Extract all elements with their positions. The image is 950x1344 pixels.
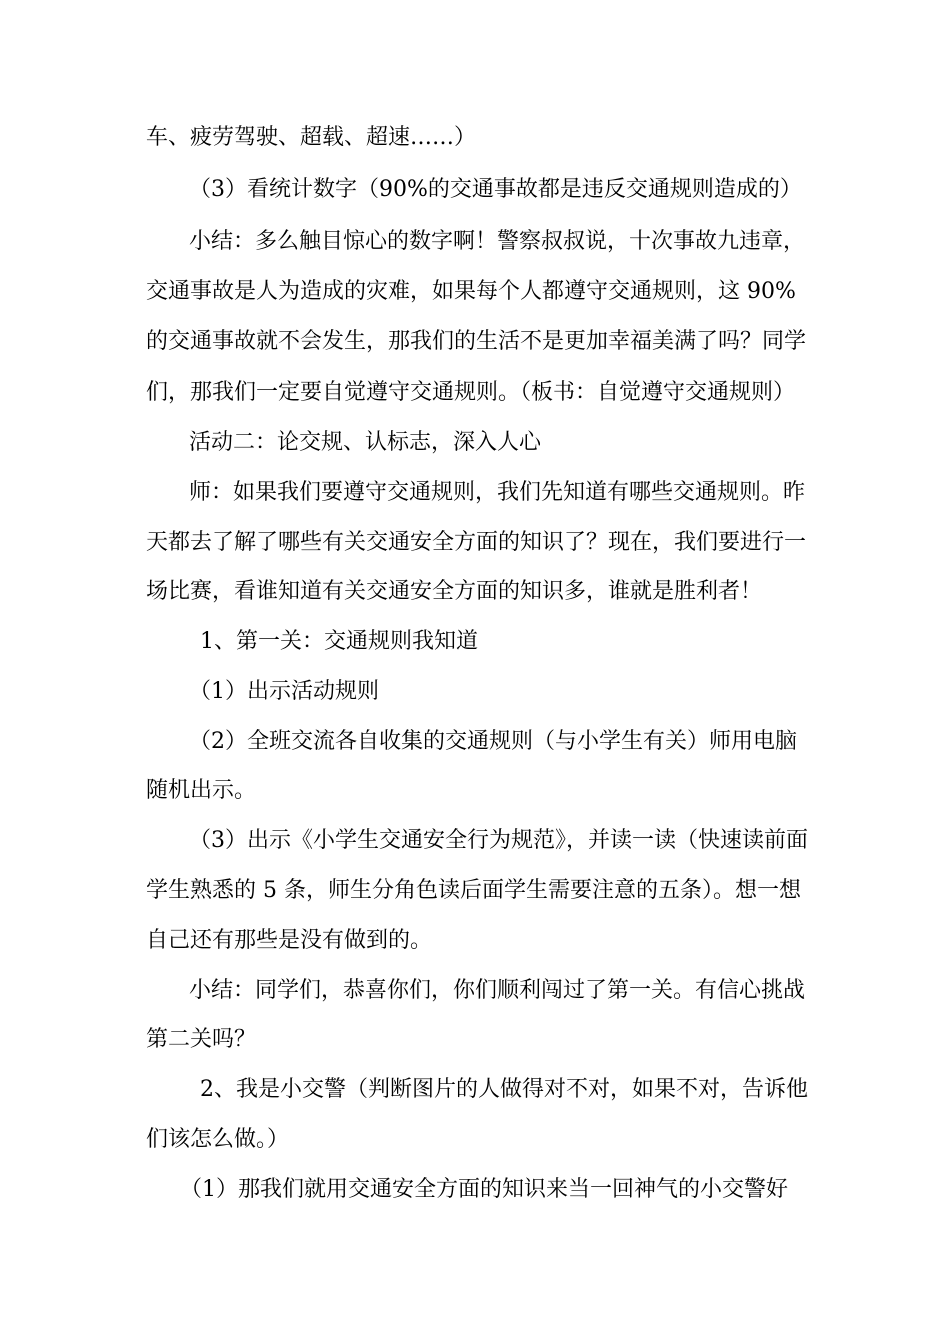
text-line: 自己还有那些是没有做到的。 xyxy=(146,928,433,953)
text-line: 活动二：论交规、认标志，深入人心 xyxy=(189,430,542,455)
text-line: 车、疲劳驾驶、超载、超速……） xyxy=(146,125,477,150)
text-line: 天都去了解了哪些有关交通安全方面的知识了？现在，我们要进行一 xyxy=(146,530,807,555)
text-line: 2、我是小交警（判断图片的人做得对不对，如果不对，告诉他 xyxy=(200,1077,808,1102)
text-line: 小结：同学们，恭喜你们，你们顺利闯过了第一关。有信心挑战 xyxy=(189,978,806,1003)
text-line: 的交通事故就不会发生，那我们的生活不是更加幸福美满了吗？同学 xyxy=(146,329,807,354)
text-line: 第二关吗？ xyxy=(146,1027,257,1052)
text-line: （3）看统计数字（90%的交通事故都是违反交通规则造成的） xyxy=(189,177,802,202)
text-line: 小结：多么触目惊心的数字啊！警察叔叔说，十次事故九违章， xyxy=(189,229,806,254)
text-line: 师：如果我们要遵守交通规则，我们先知道有哪些交通规则。昨 xyxy=(189,480,806,505)
text-line: 们该怎么做。） xyxy=(146,1127,290,1152)
text-line: 交通事故是人为造成的灾难，如果每个人都遵守交通规则，这 90% xyxy=(146,279,796,304)
text-line: 1、第一关：交通规则我知道 xyxy=(200,629,478,654)
text-line: （3）出示《小学生交通安全行为规范》，并读一读（快速读前面 xyxy=(189,828,808,853)
text-line: （1）出示活动规则 xyxy=(189,679,379,704)
text-line: 随机出示。 xyxy=(146,778,257,803)
text-line: （1）那我们就用交通安全方面的知识来当一回神气的小交警好 xyxy=(180,1177,788,1202)
text-line: 们，那我们一定要自觉遵守交通规则。（板书：自觉遵守交通规则） xyxy=(146,380,796,405)
text-line: （2）全班交流各自收集的交通规则（与小学生有关）师用电脑 xyxy=(189,729,797,754)
text-line: 场比赛，看谁知道有关交通安全方面的知识多，谁就是胜利者！ xyxy=(146,579,763,604)
text-line: 学生熟悉的 5 条，师生分角色读后面学生需要注意的五条）。想一想 xyxy=(146,878,801,903)
